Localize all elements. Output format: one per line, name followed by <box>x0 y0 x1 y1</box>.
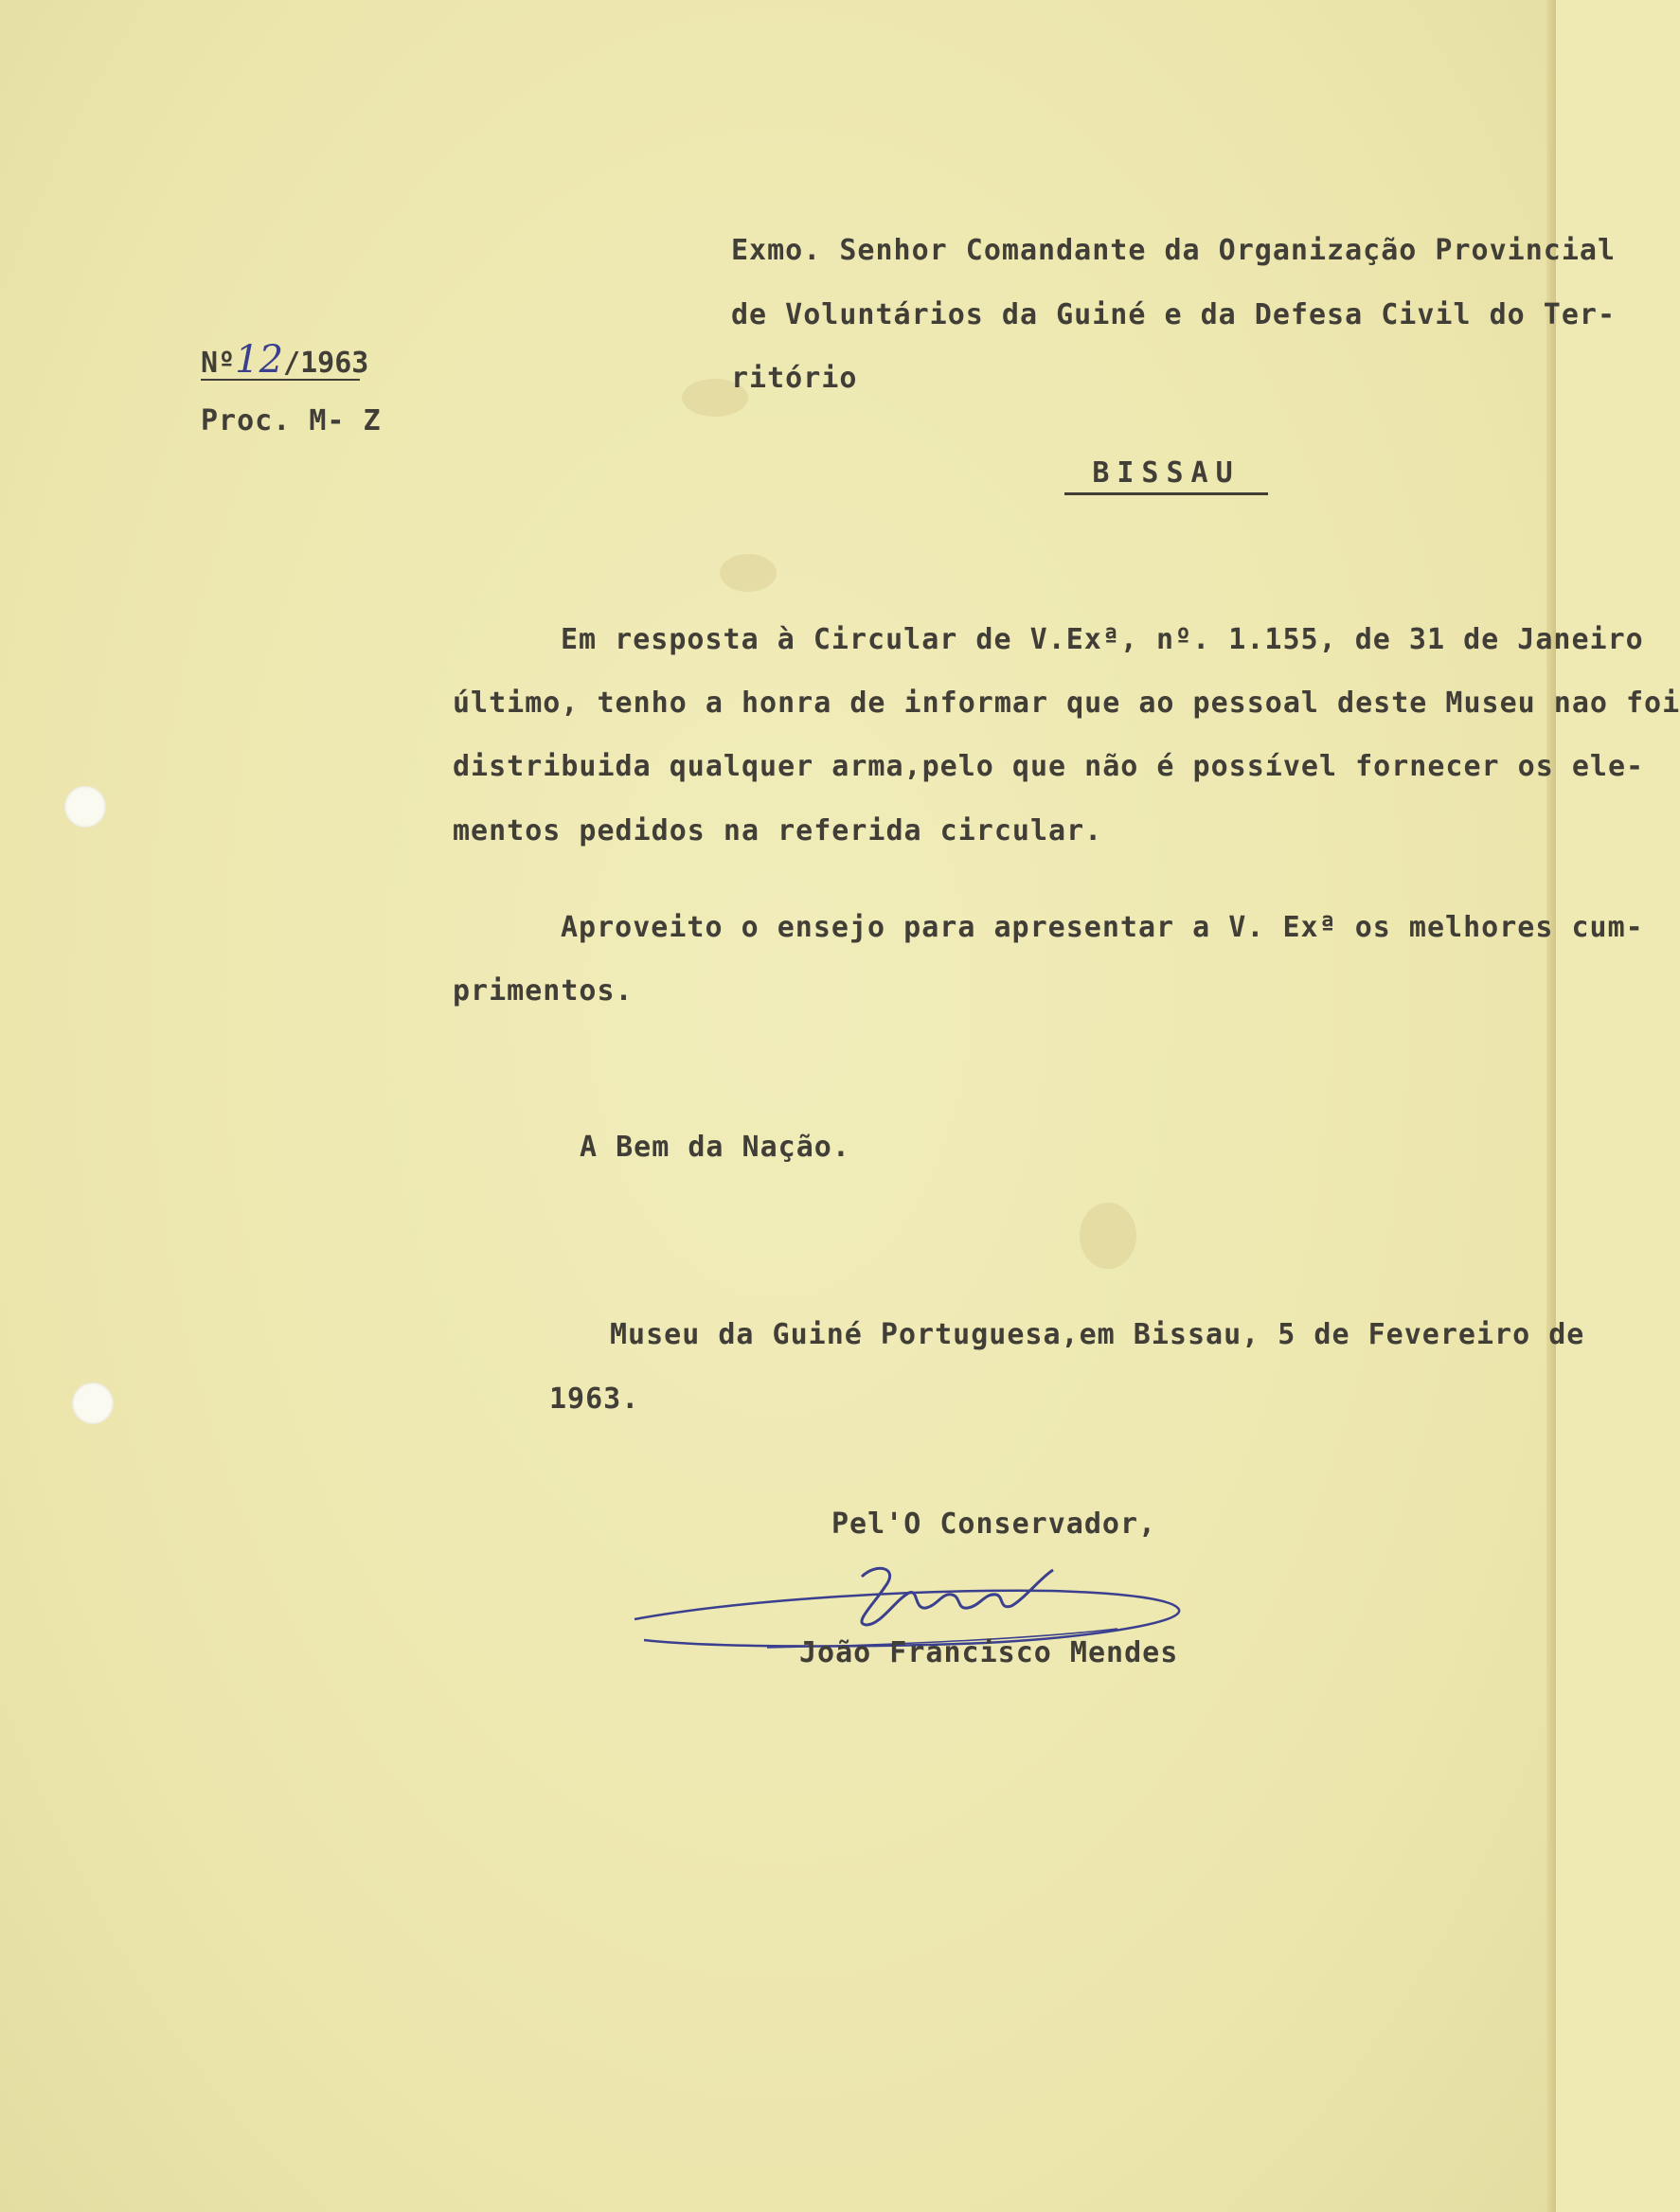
stain <box>720 554 777 592</box>
addressee-line-3: ritório <box>731 362 858 395</box>
punch-hole-icon <box>64 786 106 828</box>
body-line-2: último, tenho a honra de informar que ao pessoal deste Museu nao foi <box>453 687 1680 720</box>
dateline-1: Museu da Guiné Portuguesa,em Bissau, 5 de Fevereiro de <box>610 1318 1585 1351</box>
process-code: Proc. M- Z <box>201 404 382 437</box>
reference-number <box>201 338 369 382</box>
addressee-line-2: de Voluntários da Guiné e da Defesa Civil do Ter- <box>731 298 1617 331</box>
dateline-2: 1963. <box>549 1382 640 1416</box>
body-line-1: Em resposta à Circular de V.Exª, nº. 1.155, de 31 de Janeiro <box>561 623 1644 656</box>
salutation: A Bem da Nação. <box>580 1131 850 1164</box>
body-line-4: mentos pedidos na referida circular. <box>453 814 1103 847</box>
courtesy-line-1: Aproveito o ensejo para apresentar a V. Exª os melhores cum- <box>561 911 1644 944</box>
reference-prefix: Nº <box>201 347 236 380</box>
body-line-3: distribuida qualquer arma,pelo que não é possível fornecer os ele- <box>453 750 1645 783</box>
stain <box>1080 1203 1136 1269</box>
city-heading: BISSAU <box>1064 455 1268 495</box>
courtesy-line-2: primentos. <box>453 974 634 1008</box>
reference-year: /1963 <box>283 347 369 380</box>
addressee-line-1: Exmo. Senhor Comandante da Organização Provincial <box>731 234 1617 267</box>
punch-hole-icon <box>72 1382 114 1424</box>
reference-handwritten-number: 12 <box>235 338 284 382</box>
signatory-name: João Francisco Mendes <box>799 1636 1179 1669</box>
sign-prefix: Pel'O Conservador, <box>831 1507 1157 1541</box>
